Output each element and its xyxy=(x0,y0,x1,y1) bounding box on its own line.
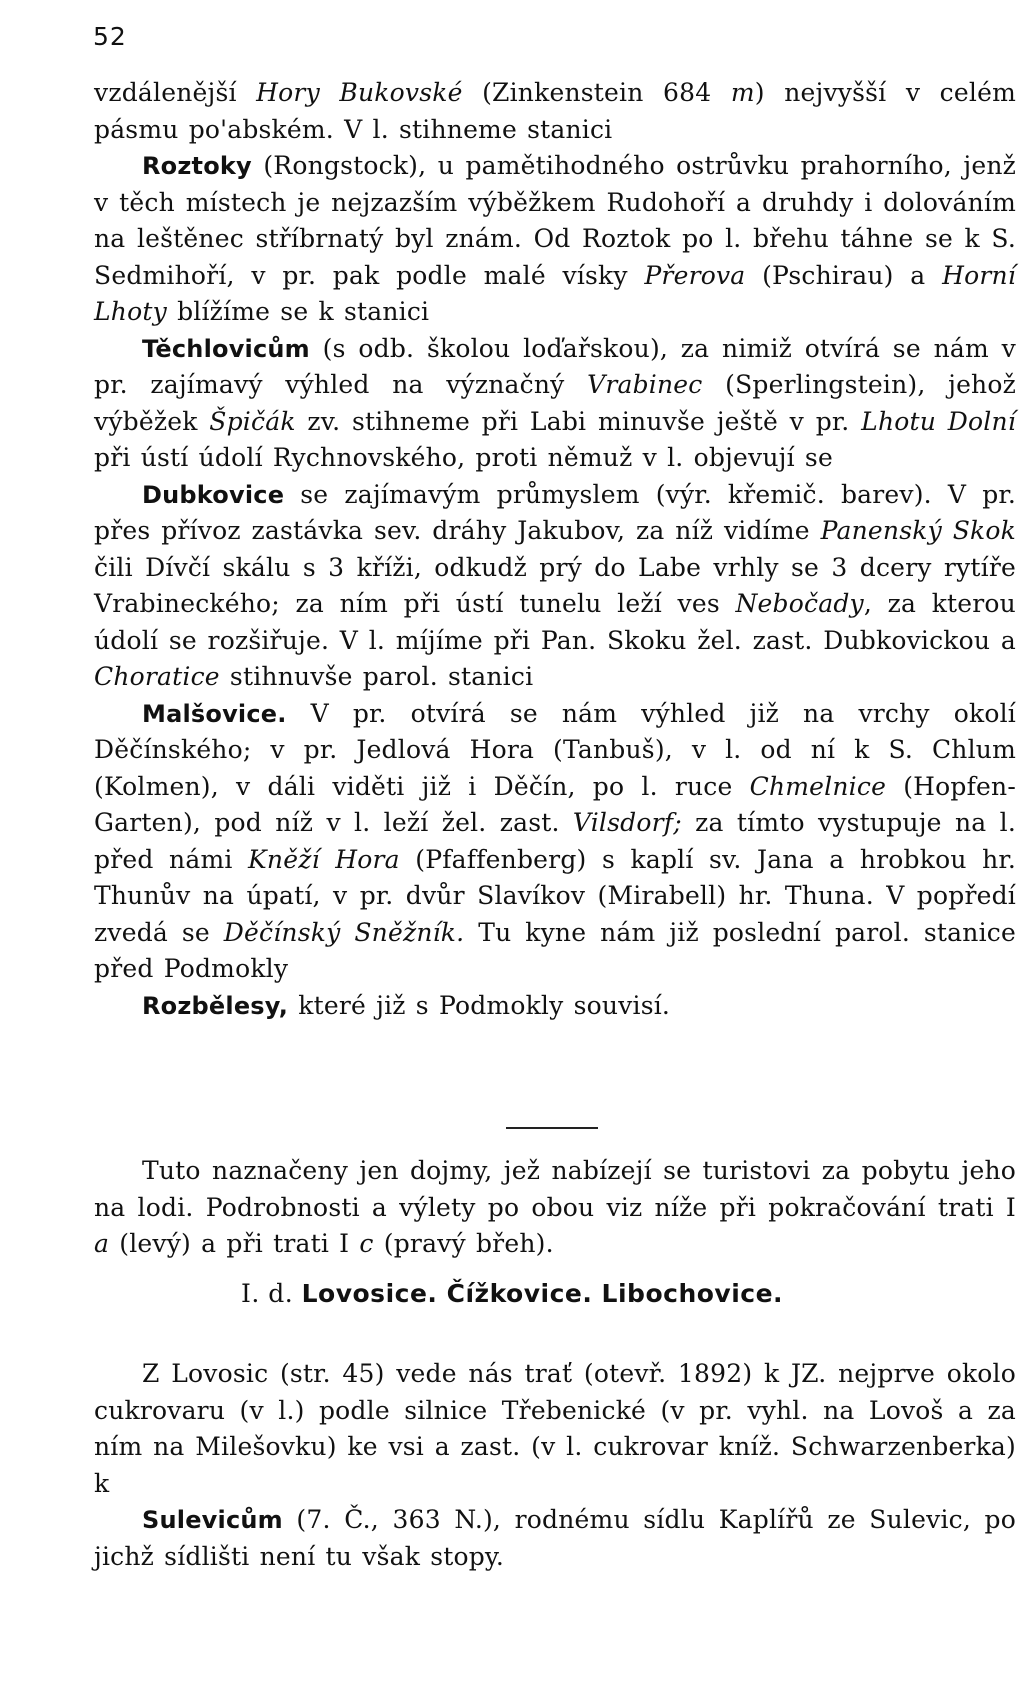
paragraph-lovosice: Z Lovosic (str. 45) vede nás trať (otevř. 1892) k JZ. nejprve okolo cukrovaru (v l.) podle silnice Třebenické (v pr. vyhl. na Lovoš a za ním na Milešovku) ke vsi a zast. (v l. cukrovar kníž. Schwarzenberka) k xyxy=(94,1359,1016,1498)
italic-term: Vilsdorf; xyxy=(572,808,682,837)
page-number: 52 xyxy=(93,22,127,51)
paragraph-sulevice: Sulevicům (7. Č., 363 N.), rodnému sídlu Kaplířů ze Sulevic, po jichž sídlišti není tu však stopy. xyxy=(94,1505,1016,1571)
italic-term: Nebočady xyxy=(735,589,864,618)
paragraph-summary: Tuto naznačeny jen dojmy, jež nabízejí se turistovi za pobytu jeho na lodi. Podrobnosti a výlety po obou viz níže při pokračování trati I a (levý) a při trati I c (pravý břeh). xyxy=(94,1156,1016,1258)
italic-term: Lhotu Dolní xyxy=(861,406,1016,436)
station-name: Malšovice. xyxy=(142,699,287,728)
section-divider xyxy=(506,1127,598,1129)
italic-term: Vrabinec xyxy=(587,370,703,399)
italic-term: c xyxy=(359,1229,374,1258)
station-name: Těchlovicům xyxy=(142,334,310,363)
section-summary xyxy=(94,1153,1016,1263)
italic-term: Špičák xyxy=(209,406,296,436)
paragraph-dubkovice: Dubkovice se zajímavým průmyslem (výr. křemič. barev). V pr. přes přívoz zastávka sev. dráhy Jakubov, za níž vidíme Panenský Skok čili Dívčí skálu s 3 kříži, odkudž prý do Labe vrhly se 3 dcery rytíře Vrabineckého; za ním při ústí tunelu leží ves Nebočady, za kterou údolí se rozšiřuje. V l. míjíme při Pan. Skoku žel. zast. Dubkovickou a Choratice stihnuvše parol. stanici xyxy=(94,479,1016,691)
italic-term: Panenský Skok xyxy=(820,516,1016,545)
route-heading xyxy=(0,1279,1024,1308)
italic-term: Kněží Hora xyxy=(248,844,400,874)
paragraph-malsovice: Malšovice. V pr. otvírá se nám výhled již na vrchy okolí Děčínského; v pr. Jedlová Hora (Tanbuš), v l. od ní k S. Chlum (Kolmen), v dáli viděti již i Děčín, po l. ruce Chmelnice (Hopfen-Garten), pod níž v l. leží žel. zast. Vilsdorf; za tímto vystupuje na l. před námi Kněží Hora (Pfaffenberg) s kaplí sv. Jana a hrobkou hr. Thunův na úpatí, v pr. dvůr Slavíkov (Mirabell) hr. Thuna. V popředí zvedá se Děčínský Sněžník. Tu kyne nám již poslední parol. stanice před Podmokly xyxy=(94,698,1016,983)
italic-term: Děčínský Sněžník. xyxy=(223,917,465,947)
station-name: Sulevicům xyxy=(142,1506,283,1534)
italic-term: a xyxy=(94,1229,110,1258)
paragraph-techlovice: Těchlovicům (s odb. školou loďařskou), za nimiž otvírá se nám v pr. zajímavý výhled na význačný Vrabinec (Sperlingstein), jehož výběžek Špičák zv. stihneme při Labi minuvše ještě v pr. Lhotu Dolní při ústí údolí Rychnovského, proti němuž v l. objevují se xyxy=(94,333,1016,472)
route-heading-title: Lovosice. Čížkovice. Libochovice. xyxy=(301,1279,784,1308)
italic-term: Horní Lhoty xyxy=(94,260,1016,326)
station-name: Dubkovice xyxy=(142,480,285,509)
italic-term: Přerova xyxy=(644,260,746,290)
paragraph-roztoky: Roztoky (Rongstock), u pamětihodného ostrůvku prahorního, jenž v těch místech je nejzazším výběžkem Rudohoří a druhdy i dolováním na leštěnec stříbrnatý byl znám. Od Roztok po l. břehu táhne se k S. Sedmihoří, v pr. pak podle malé vísky Přerova (Pschirau) a Horní Lhoty blížíme se k stanici xyxy=(94,151,1016,326)
italic-term: Chmelnice xyxy=(749,771,887,801)
italic-term: m xyxy=(730,78,755,107)
paragraph-intro: vzdálenější Hory Bukovské (Zinkenstein 684 m) nejvyšší v celém pásmu po'abském. V l. stihneme stanici xyxy=(94,78,1016,144)
italic-term: Choratice xyxy=(94,662,220,691)
station-name: Rozbělesy, xyxy=(142,991,289,1020)
italic-term: Hory Bukovské xyxy=(256,78,463,107)
section-journey xyxy=(94,75,1016,1024)
section-lovosice xyxy=(94,1356,1016,1575)
route-heading-prefix: I. d. xyxy=(240,1279,302,1308)
station-name: Roztoky xyxy=(142,152,252,180)
paragraph-rozbelesy: Rozbělesy, které již s Podmokly souvisí. xyxy=(142,990,671,1020)
